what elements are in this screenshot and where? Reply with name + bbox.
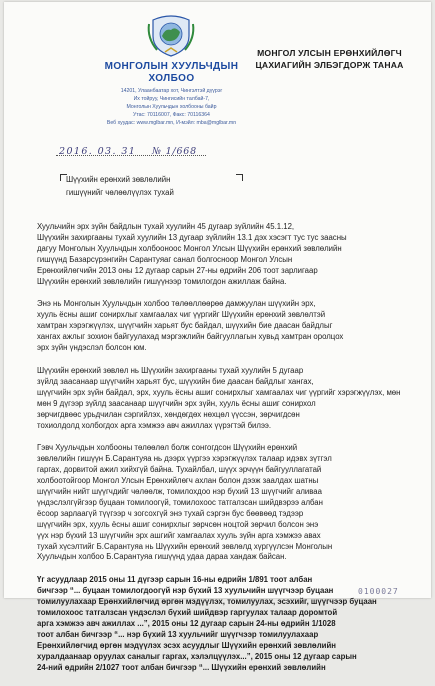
- paragraph-line: Шүүхийн ерөнхий зөвлөл нь Шүүхийн захиргааны тухай хуулийн 5 дугаар: [37, 365, 304, 375]
- reference-date: 2016. 03. 31: [59, 146, 137, 157]
- paragraph-line: үүх нэр бүхий 13 шүүгчийн эрх ашгийг хамгаалах хууль зүйн арга хэмжээ авах: [37, 530, 321, 540]
- org-name-line-2: ХОЛБОО: [148, 73, 195, 84]
- reference-underline: [56, 155, 206, 156]
- paragraph-line: ёсоор зарлаагүй түүгээр ч зогсохгүй энэ тухай сэргэн бус бөөвөөд тэдээр: [37, 508, 304, 518]
- letter-page: [4, 2, 431, 672]
- paragraph-line: Энэ нь Монголын Хуульчдын холбоо төлөөллөөрөө дамжуулан шүүхийн эрх,: [37, 299, 316, 309]
- document-serial-stamp: 0100027: [358, 587, 399, 596]
- paragraph-line: шүүгчийн эрх, хууль ёсны ашиг сонирхлыг зөрчсөн ноцтой зөрчил болсон энэ: [37, 519, 319, 529]
- paragraph-line: гаргах, дорвитой ажил хийхгүй байна. Тухайлбал, шүүх эрчүүн байгууллагатай: [37, 465, 322, 475]
- paragraph-line: Шүүхийн ерөнхий зөвлөлийн гишүүнээр томилогдон ажиллаж байна.: [37, 276, 287, 286]
- address-line: Утас: 70116007, Факс: 70116364: [133, 112, 210, 118]
- subject-heading: [66, 173, 174, 199]
- paragraph-line: дагуу Монголын Хуульчдын холбооноос Монгол Улсын Шүүхийн ерөнхий зөвлөлийн: [37, 243, 342, 253]
- paragraph-line: зөрчигдвөөс урьдчилан сэргийлэх, хөндөгдөх нөхцөл үүссэн, зөрчигдсөн: [37, 409, 300, 419]
- paragraph-line: томилохоос татгалзсан үндэслэл бүхий шийдвэр гаргуулах талаар доромтой: [37, 608, 338, 618]
- paragraph-line: Ерөнхийлөгчид өргөн мэдүүлэх эсэх асуудлыг Шүүхийн ерөнхий зөвлөлийн: [37, 640, 336, 650]
- letterhead: [4, 2, 431, 160]
- paragraph-line: эрх зүйн үндэслэл болсон юм.: [37, 343, 147, 353]
- paragraph-line: зөвлөлийн гишүүн Б.Сарантуяа нь дээрх үүргээ хэрэгжүүлэх талаар идэвх зүтгэл: [37, 454, 332, 464]
- address-line: Веб хуудас: www.mglbar.mn, И-мэйл: mba@mglbar.mn: [106, 120, 237, 126]
- paragraph-line: тоот албан бичгээр “... нэр бүхий 13 хуульчийг шүүгчээр томилуулахаар: [37, 629, 319, 639]
- paragraph-line: хамтран хэрэгжүүлэх, шүүгчийн харьят бус байдал, шүүхийн бие даасан байдлыг: [37, 321, 333, 331]
- paragraph-line: 24-ний өдрийн 2/1027 тоот албан бичгээр “... Шүүхийн ерөнхий зөвлөлийн: [37, 662, 326, 672]
- paragraph-line: арга хэмжээ авч ажиллах ...”, 2015 оны 12 дугаар сарын 24-ны өдрийн 1/1028: [37, 619, 336, 628]
- address-line: 14201, Улаанбаатар хот, Чингэлтэй дүүрэг: [120, 88, 223, 94]
- body-paragraph: [37, 299, 402, 354]
- body-paragraph: [37, 222, 402, 287]
- body-paragraph: [37, 443, 402, 563]
- address-line: Их тойруу, Чингисийн талбай-7,: [133, 96, 210, 102]
- body-paragraph: [37, 575, 402, 673]
- org-name-line-1: МОНГОЛЫН ХУУЛЬЧДЫН: [104, 61, 239, 72]
- subject-line: Шүүхийн ерөнхий зөвлөлийн: [66, 175, 171, 184]
- recipient-line-2: ЦАХИАГИЙН ЭЛБЭГДОРЖ ТАНАА: [255, 60, 404, 70]
- paragraph-line: Хуульчийн эрх зүйн байдлын тухай хуулийн 45 дугаар зүйлийн 45.1.12,: [37, 222, 295, 231]
- paragraph-line: томилуулахаар Ерөнхийлөгчид өргөн мэдүүлэх, томилуулах, эсэхийг, шүүгчээр буцаан: [37, 597, 377, 607]
- paragraph-line: холбоотойгоор Монгол Улсын Ерөнхийлөгч ахлан болон дээж заалдах шатны: [37, 476, 319, 486]
- paragraph-line: Үг асуудлаар 2015 оны 11 дүгээр сарын 16-ны өдрийн 1/891 тоот албан: [37, 575, 313, 585]
- paragraph-line: шүүгчийн эрх зүйн байдал, эрх, хууль ёсны ашиг сонирхлыг хамгаалах чиг үүргийг хэрэгжүүлэх, мөн: [37, 387, 401, 397]
- paragraph-line: хуралдаанаар оруулах саналыг гаргах, хэлэлцүүлэх...”, 2015 оны 12 дугаар сарын: [37, 651, 357, 661]
- subject-line: гишүүнийг чөлөөлүүлэх тухай: [66, 188, 174, 197]
- paragraph-line: тохиолдолд холбогдох арга хэмжээ авч ажиллах үүрэгтэй билээ.: [37, 420, 272, 430]
- paragraph-line: зүйлд заасанаар шүүгчийн харьят бус, шүүхийн бие даасан байдлыг хангах,: [37, 376, 314, 386]
- paragraph-line: тухай хүсэлтийг Б.Сарантуяа нь Шүүхийн ерөнхий зөвлөлд хүргүүлсэн Монголын: [37, 541, 333, 551]
- recipient-line-1: МОНГОЛ УЛСЫН ЕРӨНХИЙЛӨГЧ: [257, 48, 402, 58]
- letter-body: [37, 222, 402, 686]
- paragraph-line: хууль ёсны ашиг сонирхлыг хамгаалах чиг үүргийг Шүүхийн ерөнхий зөвлөлтэй: [37, 310, 326, 320]
- address-line: Монголын Хуульчдын холбооны байр: [126, 104, 217, 110]
- paragraph-line: Шүүхийн захиргааны тухай хуулийн 13 дугаар зүйлийн 13.1 дэх хэсэгт тус тус заасны: [37, 232, 347, 242]
- body-paragraph: [37, 366, 402, 431]
- paragraph-line: бичгээр “... буцаан томилогдоогүй нэр бүхий 13 хуульчийн шүүгчээр буцаан: [37, 586, 334, 596]
- reference-number: № 1/668: [152, 146, 197, 157]
- paragraph-line: үндэслэлгүйгээр буцаан томилоогүй, томилохоос татгалзсан шийдвэрээ албан: [37, 497, 323, 507]
- org-address-block: [59, 87, 284, 127]
- paragraph-line: Хуульчдын холбоо Б.Сарантуяа гишүүнд удаа дараа хандаж байсан.: [37, 552, 287, 562]
- paragraph-line: шүүгчийн нийт шүүгчдийг чөлөөлж, томилохдоо нэр бүхий 13 шүүгчийг аливаа: [37, 487, 322, 497]
- subject-bracket-right: [236, 174, 243, 181]
- bar-association-emblem-icon: [145, 14, 197, 58]
- paragraph-line: гишүүнд Базарсүрэнгийн Сарантуяаг санал болгосноор Монгол Улсын: [37, 254, 293, 264]
- paragraph-line: хангах ажлыг зохион байгуулахад мэргэжлийн байгууллагын хувьд хамтран оролцох: [37, 332, 344, 342]
- paragraph-line: Гэвч Хуульчдын холбооны төлөөлөл болж сонгогдсон Шүүхийн ерөнхий: [37, 443, 298, 453]
- paragraph-line: Ерөнхийлөгчийн 2013 оны 12 дугаар сарын 27-ны өдрийн 206 тоот зарлигаар: [37, 265, 318, 275]
- paragraph-line: мөн 9 дүгээр зүйлд заасанаар шүүгчийн эрх зүйн, хууль ёсны ашиг сонирхол: [37, 398, 316, 408]
